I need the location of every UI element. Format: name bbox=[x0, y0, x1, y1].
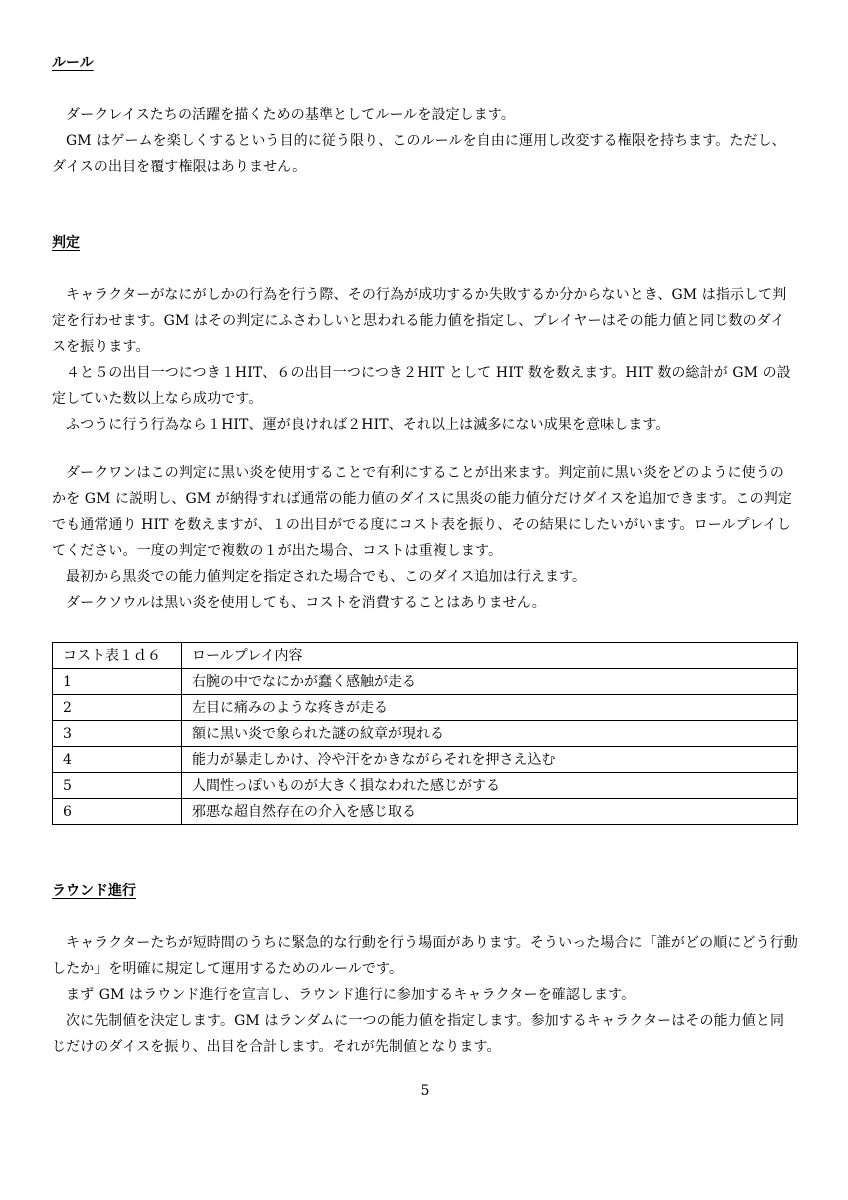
table-cell: 右腕の中でなにかが蠢く感触が走る bbox=[182, 669, 798, 695]
table-header-cell: コスト表１ｄ６ bbox=[53, 643, 182, 669]
paragraph: キャラクターがなにがしかの行為を行う際、その行為が成功するか失敗するか分からないとき、GM は指示して判定を行わせます。GM はその判定にふさわしいと思われる能力値を指定し、プレイヤーはその能力値と同じ数のダイスを振ります。 bbox=[52, 287, 787, 355]
table-cell: 人間性っぽいものが大きく損なわれた感じがする bbox=[182, 773, 798, 799]
table-header-cell: ロールプレイ内容 bbox=[182, 643, 798, 669]
table-row bbox=[53, 695, 798, 721]
paragraph: ダークレイスたちの活躍を描くための基準としてルールを設定します。 bbox=[66, 107, 515, 123]
section-heading-rules: ルール bbox=[52, 55, 94, 71]
cost-table bbox=[52, 642, 798, 825]
table-cell: 4 bbox=[53, 747, 182, 773]
paragraph: ダークワンはこの判定に黒い炎を使用することで有利にすることが出来ます。判定前に黒い炎をどのように使うのかを GM に説明し、GM が納得すれば通常の能力値のダイスに黒炎の能力値分だけダイスを追加できます。この判定でも通常通り HIT を数えますが、１の出目がでる度にコスト表を振り、その結果にしたいがいます。ロールプレイしてください。一度の判定で複数の１が出た場合、コストは重複します。 bbox=[52, 465, 792, 559]
paragraph: キャラクターたちが短時間のうちに緊急的な行動を行う場面があります。そういった場合に「誰がどの順にどう行動したか」を明確に規定して運用するためのルールです。 bbox=[52, 935, 798, 977]
table-row bbox=[53, 799, 798, 825]
table-cell: 額に黒い炎で象られた謎の紋章が現れる bbox=[182, 721, 798, 747]
document-page bbox=[52, 0, 798, 1200]
table-row bbox=[53, 721, 798, 747]
table-row bbox=[53, 773, 798, 799]
table-cell: 邪悪な超自然存在の介入を感じ取る bbox=[182, 799, 798, 825]
table-row bbox=[53, 669, 798, 695]
table-cell: 2 bbox=[53, 695, 182, 721]
section-heading-judgement: 判定 bbox=[52, 235, 80, 251]
table-header-row bbox=[53, 643, 798, 669]
paragraph: まず GM はラウンド進行を宣言し、ラウンド進行に参加するキャラクターを確認します。 bbox=[66, 987, 636, 1003]
section-heading-round: ラウンド進行 bbox=[52, 883, 136, 899]
page-number: 5 bbox=[420, 1083, 430, 1099]
paragraph: GM はゲームを楽しくするという目的に従う限り、このルールを自由に運用し改変する権限を持ちます。ただし、ダイスの出目を覆す権限はありません。 bbox=[52, 133, 786, 175]
paragraph: ４と５の出目一つにつき１HIT、６の出目一つにつき２HIT として HIT 数を数えます。HIT 数の総計が GM の設定していた数以上なら成功です。 bbox=[52, 365, 791, 407]
table-cell: 能力が暴走しかけ、冷や汗をかきながらそれを押さえ込む bbox=[182, 747, 798, 773]
table-cell: 5 bbox=[53, 773, 182, 799]
table-cell: 1 bbox=[53, 669, 182, 695]
paragraph: 次に先制値を決定します。GM はランダムに一つの能力値を指定します。参加するキャラクターはその能力値と同じだけのダイスを振り、出目を合計します。それが先制値となります。 bbox=[52, 1013, 785, 1055]
paragraph: ふつうに行う行為なら１HIT、運が良ければ２HIT、それ以上は滅多にない成果を意味します。 bbox=[66, 417, 670, 433]
paragraph: ダークソウルは黒い炎を使用しても、コストを消費することはありません。 bbox=[66, 595, 546, 611]
table-row bbox=[53, 747, 798, 773]
paragraph: 最初から黒炎での能力値判定を指定された場合でも、このダイス追加は行えます。 bbox=[66, 569, 587, 585]
table-cell: 6 bbox=[53, 799, 182, 825]
table-cell: 左目に痛みのような疼きが走る bbox=[182, 695, 798, 721]
table-cell: 3 bbox=[53, 721, 182, 747]
